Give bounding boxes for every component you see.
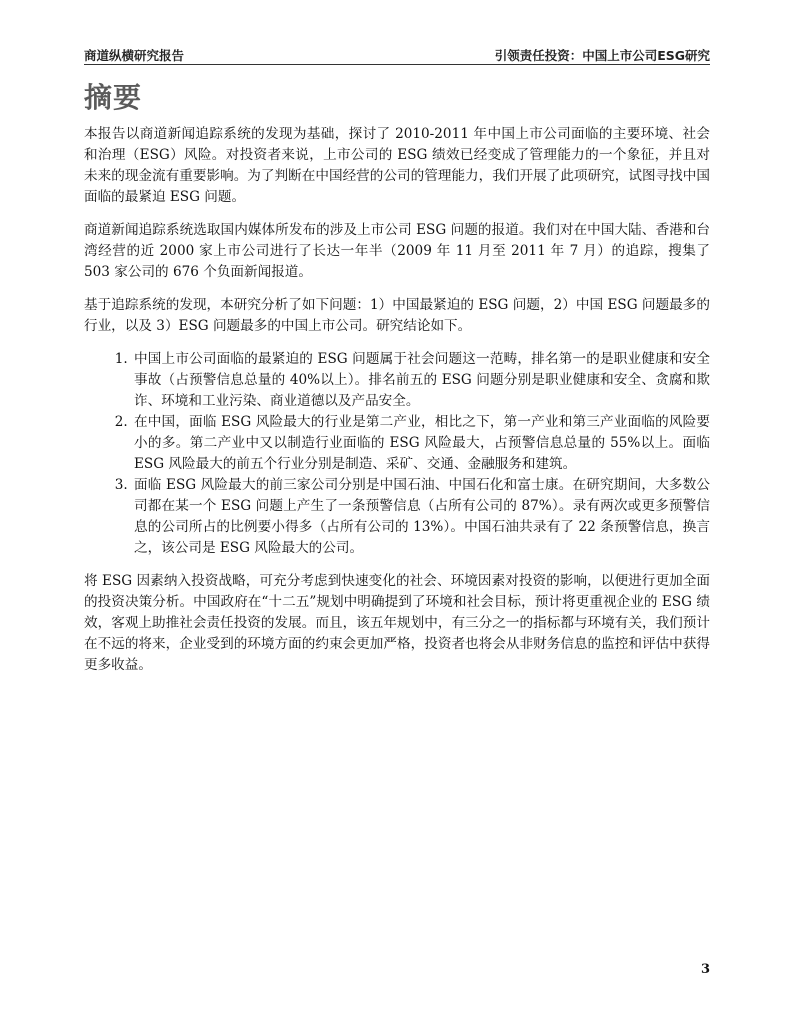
summary-body: [84, 124, 710, 688]
header-divider: [84, 64, 710, 65]
intro-paragraph: 本报告以商道新闻追踪系统的发现为基础，探讨了 2010-2011 年中国上市公司面临的主要环境、社会和治理（ESG）风险。对投资者来说，上市公司的 ESG 绩效已经变成了管理能力的一个象征，并且对未来的现金流有重要影响。为了判断在中国经营的公司的管理能力，我们开展了此项研究，试图寻找中国面临的最紧迫 ESG 问题。: [84, 126, 710, 205]
header-report-title: 引领责任投资：中国上市公司ESG研究: [494, 48, 710, 63]
finding-item: 2. 在中国，面临 ESG 风险最大的行业是第二产业，相比之下，第一产业和第三产业面临的风险要小的多。第二产业中又以制造行业面临的 ESG 风险最大，占预警信息总量的 55%以上。面临 ESG 风险最大的前五个行业分别是制造、采矿、交通、金融服务和建筑。: [132, 412, 710, 475]
closing-paragraph: 将 ESG 因素纳入投资战略，可充分考虑到快速变化的社会、环境因素对投资的影响，以便进行更加全面的投资决策分析。中国政府在“十二五”规划中明确提到了环境和社会目标，预计将更重视企业的 ESG 绩效，客观上助推社会责任投资的发展。而且，该五年规划中，有三分之一的指标都与环境有关，我们预计在不远的将来，企业受到的环境方面的约束会更加严格，投资者也将会从非财务信息的监控和评估中获得更多收益。: [84, 573, 710, 673]
finding-item: 1. 中国上市公司面临的最紧迫的 ESG 问题属于社会问题这一范畴，排名第一的是职业健康和安全事故（占预警信息总量的 40%以上）。排名前五的 ESG 问题分别是职业健康和安全、贪腐和欺诈、环境和工业污染、商业道德以及产品安全。: [132, 349, 710, 412]
running-header: [84, 44, 710, 64]
header-report-name: 商道纵横研究报告: [84, 48, 185, 63]
finding-item: 3. 面临 ESG 风险最大的前三家公司分别是中国石油、中国石化和富士康。在研究期间，大多数公司都在某一个 ESG 问题上产生了一条预警信息（占所有公司的 87%）。录有两次或更多预警信息的公司所占的比例要小得多（占所有公司的 13%）。中国石油共录有了 22 条预警信息，换言之，该公司是 ESG 风险最大的公司。: [132, 475, 710, 559]
page-title: 摘要: [84, 81, 143, 114]
findings-list: [84, 349, 710, 559]
page-number: 3: [700, 962, 710, 977]
method-paragraph: 商道新闻追踪系统选取国内媒体所发布的涉及上市公司 ESG 问题的报道。我们对在中国大陆、香港和台湾经营的近 2000 家上市公司进行了长达一年半（2009 年 11 月至 2011 年 7 月）的追踪，搜集了 503 家公司的 676 个负面新闻报道。: [84, 222, 710, 280]
questions-paragraph: 基于追踪系统的发现，本研究分析了如下问题：1）中国最紧迫的 ESG 问题，2）中国 ESG 问题最多的行业，以及 3）ESG 问题最多的中国上市公司。研究结论如下。: [84, 297, 710, 334]
